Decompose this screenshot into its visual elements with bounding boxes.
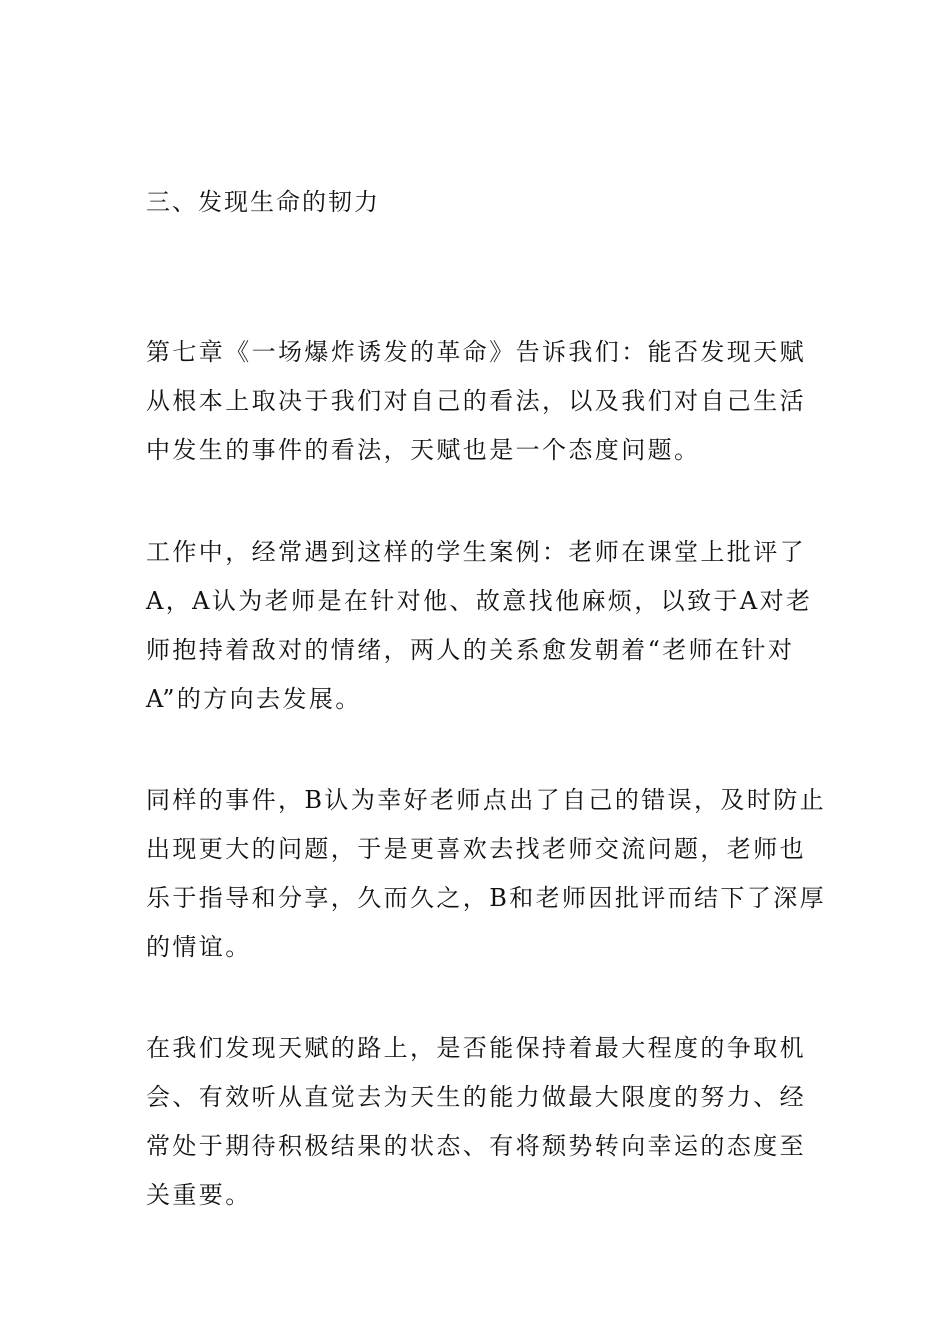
paragraph-line: 师抱持着敌对的情绪，两人的关系愈发朝着“老师在针对 xyxy=(146,636,795,664)
paragraph-line: 关重要。 xyxy=(146,1181,252,1209)
paragraph-line: 常处于期待积极结果的状态、有将颓势转向幸运的态度至 xyxy=(146,1132,806,1160)
paragraph-3 xyxy=(146,776,827,972)
paragraph-line: 的情谊。 xyxy=(146,933,252,961)
paragraph-line: 乐于指导和分享，久而久之，B和老师因批评而结下了深厚 xyxy=(146,884,827,912)
section-heading: 三、发现生命的韧力 xyxy=(146,188,380,216)
paragraph-4 xyxy=(146,1024,810,1220)
paragraph-line: 会、有效听从直觉去为天生的能力做最大限度的努力、经 xyxy=(146,1083,806,1111)
paragraph-line: 出现更大的问题，于是更喜欢去找老师交流问题，老师也 xyxy=(146,835,806,863)
paragraph-1 xyxy=(146,328,810,475)
paragraph-2 xyxy=(146,528,813,724)
paragraph-line: 同样的事件，B认为幸好老师点出了自己的错误，及时防止 xyxy=(146,786,827,814)
paragraph-line: 工作中，经常遇到这样的学生案例：老师在课堂上批评了 xyxy=(146,538,806,566)
paragraph-line: 第七章《一场爆炸诱发的革命》告诉我们：能否发现天赋 xyxy=(146,338,806,366)
paragraph-line: A，A认为老师是在针对他、故意找他麻烦，以致于A对老 xyxy=(146,587,813,615)
paragraph-line: 从根本上取决于我们对自己的看法，以及我们对自己生活 xyxy=(146,387,806,415)
paragraph-line: 在我们发现天赋的路上，是否能保持着最大程度的争取机 xyxy=(146,1034,806,1062)
paragraph-line: 中发生的事件的看法，天赋也是一个态度问题。 xyxy=(146,436,701,464)
paragraph-line: A”的方向去发展。 xyxy=(146,685,362,713)
